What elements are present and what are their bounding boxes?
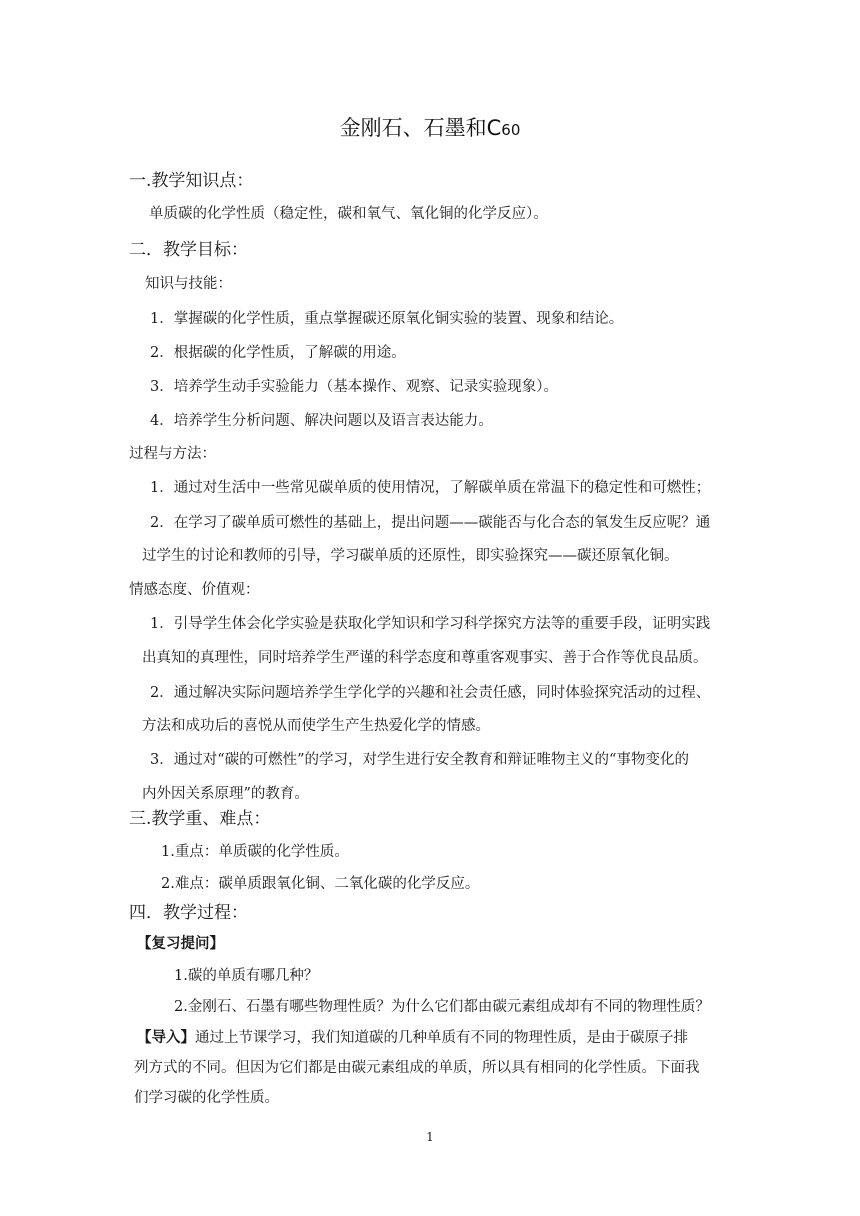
review-line: 1.碳的单质有哪几种？ <box>174 968 319 984</box>
intro-line: 们学习碳的化学性质。 <box>134 1090 279 1106</box>
knowledge-item: 1．掌握碳的化学性质，重点掌握碳还原氧化铜实验的装置、现象和结论。 <box>150 311 624 327</box>
intro-paragraph <box>137 1028 688 1048</box>
emotion-line: 方法和成功后的喜悦从而使学生产生热爱化学的情感。 <box>142 718 490 734</box>
section-3-line: 2.难点：碳单质跟氧化铜、二氧化碳的化学反应。 <box>161 876 480 892</box>
emotion-label: 情感态度、价值观： <box>129 582 260 598</box>
process-label: 过程与方法： <box>129 446 216 462</box>
knowledge-label: 知识与技能： <box>145 276 232 292</box>
page-title <box>0 113 860 145</box>
knowledge-item: 3．培养学生动手实验能力（基本操作、观察、记录实验现象）。 <box>150 379 558 395</box>
process-line: 1．通过对生活中一些常见碳单质的使用情况，了解碳单质在常温下的稳定性和可燃性； <box>150 480 711 496</box>
section-heading-2: 二．教学目标： <box>129 240 248 260</box>
intro-label: 【导入】 <box>137 1029 195 1046</box>
intro-line: 列方式的不同。但因为它们都是由碳元素组成的单质，所以具有相同的化学性质。下面我 <box>134 1060 700 1076</box>
page-number: 1 <box>426 1130 434 1144</box>
review-line: 2.金刚石、石墨有哪些物理性质？为什么它们都由碳元素组成却有不同的物理性质？ <box>174 999 710 1015</box>
knowledge-item: 4．培养学生分析问题、解决问题以及语言表达能力。 <box>150 413 493 429</box>
title-main: 金刚石、石墨和C <box>339 116 502 140</box>
emotion-line: 内外因关系原理”的教育。 <box>142 786 309 802</box>
emotion-line: 3．通过对“碳的可燃性”的学习，对学生进行安全教育和辩证唯物主义的“事物变化的 <box>150 752 689 768</box>
process-line: 过学生的讨论和教师的引导，学习碳单质的还原性，即实验探究——碳还原氧化铜。 <box>142 548 679 564</box>
process-line: 2．在学习了碳单质可燃性的基础上，提出问题——碳能否与化合态的氧发生反应呢？通 <box>150 515 711 531</box>
section-heading-1: 一.教学知识点： <box>129 171 254 191</box>
emotion-line: 出真知的真理性，同时培养学生严谨的科学态度和尊重客观事实、善于合作等优良品质。 <box>142 650 708 666</box>
section-heading-3: 三.教学重、难点： <box>129 809 271 829</box>
knowledge-item: 2．根据碳的化学性质，了解碳的用途。 <box>150 345 406 361</box>
emotion-line: 2．通过解决实际问题培养学生学化学的兴趣和社会责任感，同时体验探究活动的过程、 <box>150 685 711 701</box>
section-heading-4: 四．教学过程： <box>129 903 248 923</box>
title-subscript: 60 <box>501 121 521 139</box>
section-1-line: 单质碳的化学性质（稳定性，碳和氧气、氧化铜的化学反应）。 <box>149 206 548 222</box>
section-3-line: 1.重点：单质碳的化学性质。 <box>161 844 349 860</box>
intro-line: 通过上节课学习，我们知道碳的几种单质有不同的物理性质，是由于碳原子排 <box>195 1030 688 1046</box>
emotion-line: 1．引导学生体会化学实验是获取化学知识和学习科学探究方法等的重要手段，证明实践 <box>150 616 711 632</box>
review-label: 【复习提问】 <box>137 935 224 952</box>
